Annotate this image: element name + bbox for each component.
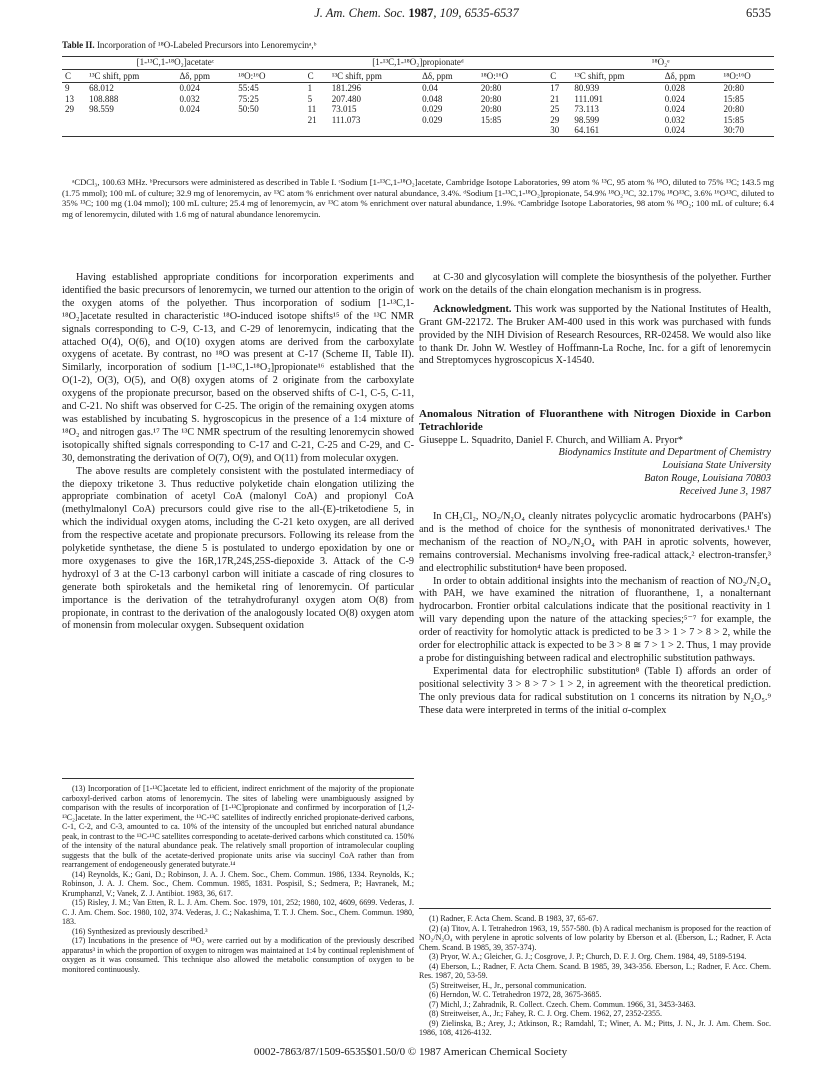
- table-row: [62, 115, 774, 126]
- table-cell: 11: [307, 104, 317, 114]
- journal-citation: J. Am. Chem. Soc. 1987, 109, 6535-6537: [314, 6, 519, 20]
- footnote: (15) Risley, J. M.; Van Etten, R. L. J. Am. Chem. Soc. 1979, 101, 252; 1980, 102, 4609, 6699. Vederas, J. C. J. Am. Chem. Soc. 1980, 102, 374. Vederas, J. C.; Nakashima, T. T. J. Chem. Soc., Chem. Commun. 1980, 183.: [62, 898, 414, 926]
- table-cell: 1: [307, 83, 313, 93]
- table-cell: 50:50: [238, 104, 259, 114]
- table-cell: 25: [550, 104, 560, 114]
- table-cell: 0.024: [664, 104, 686, 114]
- body-paragraph: In order to obtain additional insights into the mechanism of reaction of NO₂/N₂O₄ with PAH, we have examined the nitration of fluoranthene, 1, a nonalternant hydrocarbon. Frontier orbital calculations indicate that the positional reactivity in 1 will vary depending upon the nature of the attacking species;⁵⁻⁷ for example, the order of reactivity for homolytic attack is predicted to be 3 > 1 > 7 > 8 > 2, while the order for electrophilic attack is expected to be 3 > 8 ≅ 7 > 1 > 2. Thus, 1 may provide a probe for distinguishing between radical and electrophilic substitution pathways.: [419, 575, 771, 664]
- table-cell: 29: [550, 114, 560, 125]
- footnote: (8) Streitweiser, A., Jr.; Fahey, R. C. J. Org. Chem. 1962, 27, 2352-2355.: [429, 1009, 662, 1018]
- table-cell: 20:80: [723, 104, 745, 114]
- footnote: (4) Eberson, L.; Radner, F. Acta Chem. Scand. B 1985, 39, 343-356. Eberson, L.; Radner, F. Acc. Chem. Res. 1987, 20, 53-59.: [419, 961, 771, 980]
- table-cell: 15:85: [480, 114, 502, 125]
- table-cell: 20:80: [480, 104, 502, 114]
- table-cell: 0.024: [179, 83, 200, 93]
- table-cell: [176, 115, 235, 126]
- table-row: [62, 104, 774, 115]
- footnote: (5) Streitweiser, H., Jr., personal communication.: [429, 980, 587, 990]
- footnote: (9) Zielinska, B.; Arey, J.; Atkinson, R.; Ramdahl, T.; Winer, A. M.; Pitts, J. N., Jr. J. Am. Chem. Soc. 1986, 108, 4126-4132.: [419, 1018, 771, 1037]
- table-cell: 108.888: [89, 93, 119, 104]
- table-cell: 0.028: [664, 83, 686, 93]
- table-cell: 0.048: [422, 93, 443, 104]
- table-label: Table II.: [62, 40, 95, 50]
- table-cell: 29: [65, 104, 74, 114]
- table-cell: 80.939: [574, 83, 600, 93]
- body-paragraph: In CH₂Cl₂, NO₂/N₂O₄ cleanly nitrates polycyclic aromatic hydrocarbons (PAH's) and is the method of choice for the synthesis of mononitrated derivatives.¹ The mechanism of the reaction of NO₂/N₂O₄ with PAH in aprotic solvents, however, remains controversial. Mechanisms involving free-radical attack,² electron-transfer,³ and electrophilic substitution⁴ have been proposed.: [419, 510, 771, 574]
- copyright-line: 0002-7863/87/1509-6535$01.50/0 © 1987 American Chemical Society: [253, 1046, 568, 1058]
- table-cell: 73.113: [574, 104, 599, 114]
- table-cell: 0.024: [179, 104, 200, 114]
- table-cell: 98.599: [574, 114, 600, 125]
- body-paragraph: The above results are completely consistent with the postulated intermediacy of the diepoxy triketone 3. Thus reductive polyketide chain elongation utilizing the appropriate combination of acetyl CoA (malonyl CoA) and propionyl CoA (methylmalonyl CoA) precursors could give rise to the all-(E)-triketodiene 5, in which the individual oxygen atoms, including the C-21 keto oxygen, are all derived from the respective acetate and propionate precursors. Following its release from the polyketide synthetase, the diene 5 is postulated to undergo epoxidation by one or more oxygenases to give the 16R,17R,24S,25S-diepoxide 3. Attack of the C-9 hydroxyl of 3 at the C-13 carbonyl carbon will initiate a cascade of ring closures to generate both spiroketals and the hemiketal ring of lenoremycin. Of particular importance is the derivation of the tetrahydrofuranyl oxygen atom O(8) from propionate, in contrast to the derivation of the analogously located O(8) oxygen atom of monensin from molecular oxygen. Subsequent oxidation: [62, 465, 414, 632]
- table-cell: 20:80: [480, 93, 502, 104]
- table-cell: [176, 125, 235, 136]
- affiliation: Baton Rouge, Louisiana 70803: [644, 473, 771, 485]
- right-column: [419, 272, 771, 717]
- table-cell: [329, 125, 419, 136]
- footnote-rule: [62, 778, 414, 779]
- article-title: Anomalous Nitration of Fluoranthene with Nitrogen Dioxide in Carbon Tetrachloride: [419, 408, 771, 434]
- table-cell: 64.161: [571, 125, 661, 136]
- table-row: [62, 83, 774, 94]
- table-footnotes: ᵃCDCl₃, 100.63 MHz. ᵇPrecursors were administered as described in Table I. ᶜSodium [1-¹³C,1-¹⁸O₂]acetate, Cambridge Isotope Laboratories, 99 atom % ¹³C, 95 atom % ¹⁸O, diluted to 75% ¹³C; 143.5 mg (1.75 mmol); 100 mL of culture; 32.9 mg of lenoremycin, av ¹³C atom % enrichment over natural abundance, 3.4%. ᵈSodium [1-¹³C,1-¹⁸O₂]propionate, 54.9% ¹⁸O₂¹³C, 32.17% ¹⁸O¹³C, 3.6% ¹⁶O¹³C, diluted to 35% ¹³C; 100 mg (1.04 mmol); 100 mL culture; 25.4 mg of lenoremycin, av ¹³C atom % enrichment over natural abundance, 1.9%. ᵉCambridge Isotope Laboratories, 98 atom % ¹⁸O₂; 100 mL of culture; 6.4 mg of lenoremycin, diluted with 1.6 mg of natural abundance lenoremycin.: [62, 177, 774, 219]
- table-cell: 181.296: [331, 83, 362, 93]
- footnote: (7) Michl, J.; Zahradnik, R. Collect. Czech. Chem. Commun. 1966, 31, 3453-3463.: [429, 999, 696, 1009]
- footnote: (13) Incorporation of [1-¹³C]acetate led to efficient, indirect enrichment of the majority of the propionate carboxyl-derived carbon atoms of lenoremycin. The sites of labeling were unambiguously assigned by comparison with the results of incorporation of [1-¹³C]propionate and confirmed by incorporation of [1,2-¹³C₂]acetate. In the latter experiment, the ¹³C-¹³C satellites of indirectly enriched propionate-derived carbons, C-1, C-2, and C-3, amounted to ca. 10% of the intensity of the uncoupled but enriched natural abundance peak, in contrast to the ¹³C-¹³C satellites corresponding to acetate-derived carbons which constituted ca. 150% of the intensity of the natural abundance peak. The relatively small proportion of intramolecular coupling suggests that the bulk of the acetate-derived propionate units arise via succinyl CoA rather than from rearrangement of endogeneously generated butyrate.¹⁴: [62, 784, 414, 869]
- group-header-acetate: [1-¹³C,1-¹⁸O₂]acetateᶜ: [62, 57, 289, 70]
- footnote: (6) Herndon, W. C. Tetrahedron 1972, 28, 3675-3685.: [429, 990, 602, 999]
- table-cell: 73.015: [331, 104, 357, 114]
- table-cell: [86, 115, 176, 126]
- group-header-o2: ¹⁸O₂ᵉ: [547, 57, 774, 70]
- footnote: (17) Incubations in the presence of ¹⁸O₂ were carried out by a modification of the previously described apparatus³ in which the proportion of oxygen to nitrogen was maintained at 1:4 by continual replenishment of oxygen as it was consumed. This technique also allowed the metabolic consumption of oxygen to be monitored continuously.: [62, 936, 414, 974]
- page-number: 6535: [746, 6, 771, 20]
- table-cell: 75:25: [238, 93, 259, 104]
- table-title: [62, 40, 316, 50]
- table-cell: [419, 125, 478, 136]
- isotope-table: [62, 56, 774, 137]
- footnote: (3) Pryor, W. A.; Gleicher, G. J.; Cosgrove, J. P.; Church, D. F. J. Org. Chem. 1984, 49, 5189-5194.: [429, 952, 747, 961]
- table-cell: 111.073: [331, 114, 361, 125]
- table-cell: 30: [547, 125, 571, 136]
- table-cell: 17: [550, 83, 560, 93]
- left-column: [62, 272, 414, 633]
- table-cell: [86, 125, 176, 136]
- affiliation: Biodynamics Institute and Department of Chemistry: [558, 447, 771, 459]
- received-date: Received June 3, 1987: [679, 486, 771, 498]
- table-cell: 21: [307, 114, 317, 125]
- footnote: (14) Reynolds, K.; Gani, D.; Robinson, J. A. J. Chem. Soc., Chem. Commun. 1986, 1334. Reynolds, K.; Robinson, J. A. J. Chem. Soc., Chem. Commun. 1985, 1831. Pospisil, S.; Sedmera, P.; Havranek, M.; Krumphanzl, V.; Vanek, Z. J. Antibiot. 1983, 36, 617.: [62, 869, 414, 898]
- table-cell: 0.024: [664, 93, 686, 104]
- table-cell: 13: [65, 93, 74, 104]
- table-cell: [62, 115, 86, 126]
- table-cell: 21: [550, 93, 560, 104]
- left-footnotes: [62, 784, 414, 974]
- table-cell: 0.029: [422, 114, 443, 125]
- table-cell: 0.032: [179, 93, 200, 104]
- table-row: [62, 94, 774, 105]
- affiliation: Louisiana State University: [662, 460, 771, 472]
- group-header-propionate: [1-¹³C,1-¹⁸O₂]propionateᵈ: [305, 57, 532, 70]
- table-cell: 0.029: [422, 104, 443, 114]
- table-cell: 55:45: [238, 83, 259, 93]
- article-authors: Giuseppe L. Squadrito, Daniel F. Church, and William A. Pryor*: [419, 435, 683, 447]
- table-cell: 207.480: [331, 93, 362, 104]
- table-cell: 20:80: [723, 83, 745, 93]
- table-cell: [478, 125, 531, 136]
- table-cell: 20:80: [480, 83, 502, 93]
- table-cell: 15:85: [723, 93, 745, 104]
- table-cell: [305, 125, 329, 136]
- table-cell: [62, 125, 86, 136]
- table-caption: Incorporation of ¹⁸O-Labeled Precursors into Lenoremycinᵃ,ᵇ: [96, 40, 317, 50]
- table-cell: 98.559: [89, 104, 114, 114]
- footnote: (2) (a) Titov, A. I. Tetrahedron 1963, 19, 557-580. (b) A radical mechanism is proposed for the reaction of NO₂/N₂O₄ with perylene in aprotic solvents of low polarity by Eberson et al. (Eberson, L.; Radner, F. Acta Chem. Scand. B 1985, 39, 357-374).: [419, 923, 771, 952]
- column-header-row: C ¹³C shift, ppm Δδ, ppm ¹⁸O:¹⁶O C ¹³C shift, ppm Δδ, ppm ¹⁸O:¹⁶O C ¹³C shift, ppm Δδ, ppm ¹⁸O:¹⁶O: [62, 69, 774, 83]
- footnote: (1) Radner, F. Acta Chem. Scand. B 1983, 37, 65-67.: [429, 914, 599, 923]
- footnote-rule: [419, 908, 771, 909]
- body-paragraph: at C-30 and glycosylation will complete the biosynthesis of the polyether. Further work on the details of the chain elongation mechanism is in progress.: [419, 272, 771, 296]
- table-cell: 0.024: [662, 125, 721, 136]
- table-cell: 0.032: [664, 114, 686, 125]
- table-cell: 0.04: [422, 83, 438, 93]
- right-footnotes: [419, 914, 771, 1038]
- table-cell: 9: [65, 83, 70, 93]
- table-row: [62, 125, 774, 136]
- table-cell: [235, 125, 288, 136]
- running-head: [62, 6, 771, 26]
- footnote: (16) Synthesized as previously described.³: [72, 926, 208, 936]
- body-paragraph: Having established appropriate conditions for incorporation experiments and identified the basic precursors of lenoremycin, we turned our attention to the origin of the oxygen atoms of the polyether. Thus incorporation of sodium [1-¹³C,1-¹⁸O₂]acetate resulted in characteristic ¹⁸O-induced isotope shifts¹⁵ of the ¹³C NMR signals corresponding to C-9, C-13, and C-29 of lenoremycin, indicating that the attached O(4), O(6), and O(10) oxygen atoms are derived from the carboxylate oxygens of acetate. By contrast, no ¹⁸O was present at C-17 (Scheme II, Table II). Similarly, incorporation of sodium [1-¹³C,1-¹⁸O₂]propionate¹⁶ established that the O(1-2), O(3), O(5), and O(8) oxygen atoms of 2 originate from the carboxylate oxygens of the propionate precursor, based on the observed shifts of C-1, C-5, C-11, and C-21. No shift was observed for C-25. The origin of the remaining oxygen atoms was established by incubating S. hygroscopicus in the presence of a 1:4 mixture of ¹⁸O₂ and nitrogen gas.¹⁷ The ¹³C NMR spectrum of the resulting lenoremycin showed isotopically shifted signals corresponding to C-17 and C-21, C-25 and C-29, and C-30, demonstrating the derivation of O(7), O(9), and O(11) from molecular oxygen.: [62, 272, 414, 464]
- acknowledgment: Acknowledgment. This work was supported by the National Institutes of Health, Grant GM-22172. The Bruker AM-400 used in this work was purchased with funds provided by the NIH Division of Research Resources, RR-02458. We would also like to thank Dr. John W. Westley of Hoffmann-La Roche, Inc. for a gift of lenoremycin and Streptomyces hygroscopicus X-14540.: [419, 303, 771, 367]
- table-cell: [235, 115, 288, 126]
- table-cell: 30:70: [721, 125, 774, 136]
- table-cell: 5: [307, 93, 313, 104]
- table-cell: 15:85: [723, 114, 745, 125]
- table-cell: 68.012: [89, 83, 114, 93]
- table-cell: 111.091: [574, 93, 603, 104]
- body-paragraph: Experimental data for electrophilic substitution⁸ (Table I) affords an order of positional selectivity 3 > 8 > 7 > 1 > 2, in agreement with the theoretical prediction. The only previous data for radical substitution on 1 concerns its nitration by N₂O₅.⁹ These data were interpreted in terms of the initial σ-complex: [419, 665, 771, 716]
